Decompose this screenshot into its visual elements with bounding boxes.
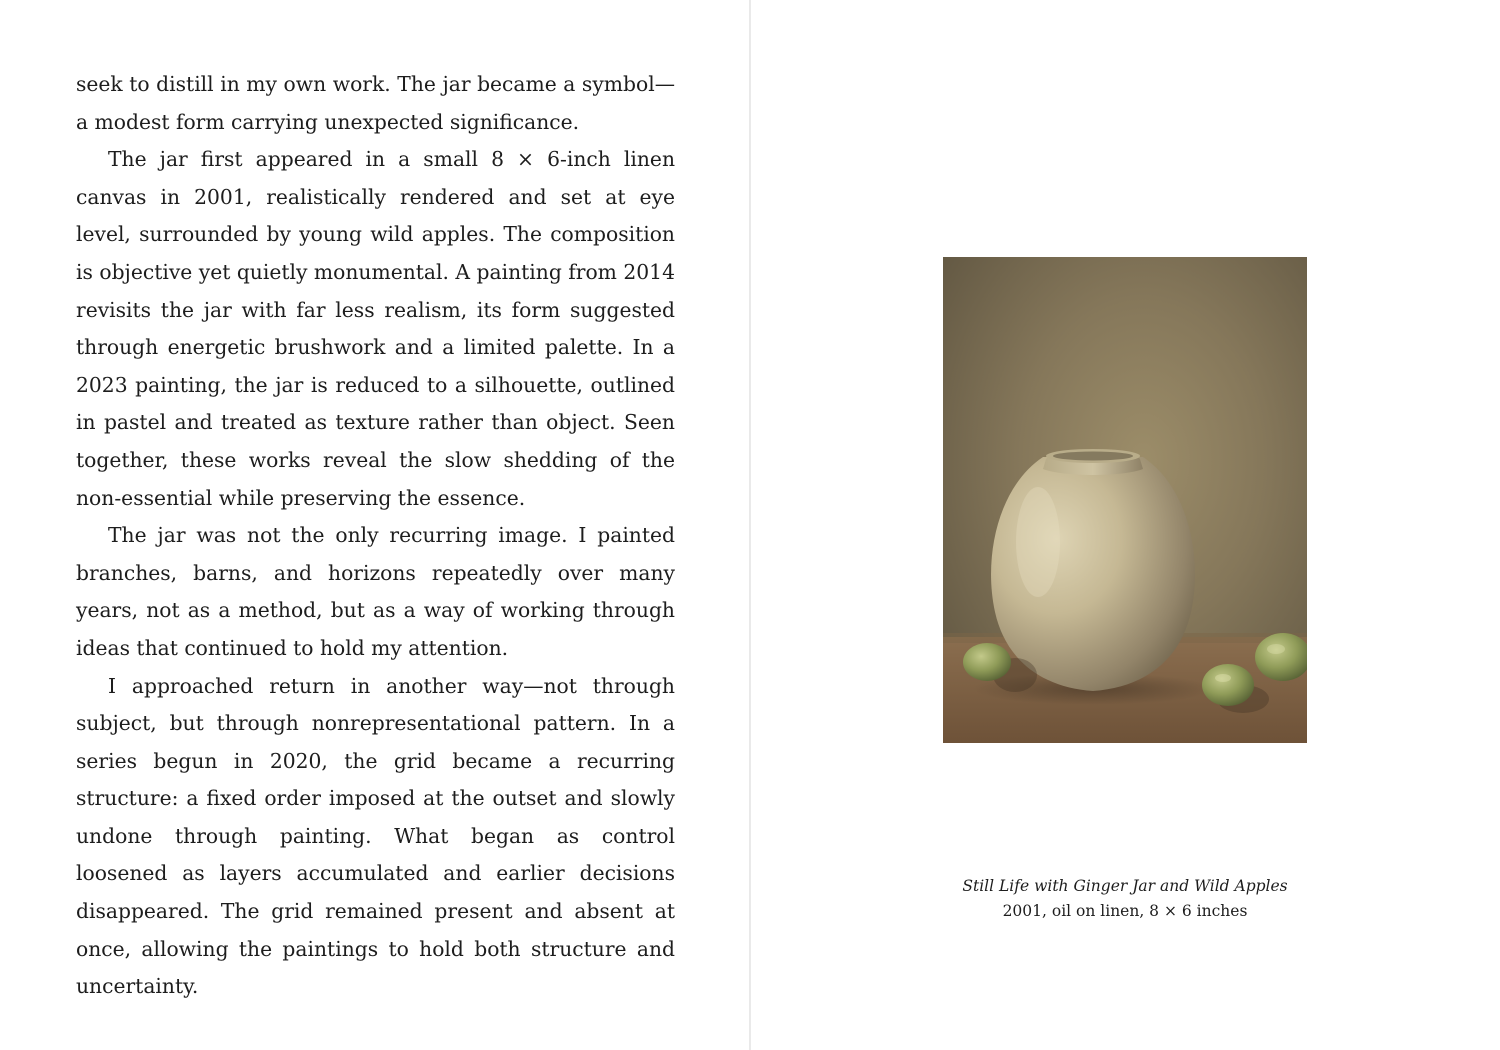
caption-details: 2001, oil on linen, 8 × 6 inches [1002,902,1248,920]
painting-svg [943,257,1307,743]
body-text [76,66,675,1006]
right-page [751,0,1500,1050]
paragraph-2: The jar first appeared in a small 8 × 6-inch linen canvas in 2001, realistically rendered and set at eye level, surrounded by young wild apples. The composition is objective yet quietly monumental. A painting from 2014 revisits the jar with far less realism, its form suggested through energetic brushwork and a limited palette. In a 2023 painting, the jar is reduced to a silhouette, outlined in pastel and treated as texture rather than object. Seen together, these works reveal the slow shedding of the non-essential while preserving the essence. [76,147,675,510]
paragraph-4: I approached return in another way—not through subject, but through nonrepresentational pattern. In a series begun in 2020, the grid became a recurring structure: a fixed order imposed at the outset and slowly undone through painting. What began as control loosened as layers accumulated and earlier decisions disappeared. The grid remained present and absent at once, allowing the paintings to hold both structure and uncertainty. [76,673,675,999]
figure-caption [875,874,1375,924]
painting-image [943,257,1307,743]
caption-title: Still Life with Ginger Jar and Wild Apples [962,877,1288,895]
paragraph-1: seek to distill in my own work. The jar became a symbol—a modest form carrying unexpected significance. [76,72,675,134]
paragraph-3: The jar was not the only recurring image. I painted branches, barns, and horizons repeatedly over many years, not as a method, but as a way of working through ideas that continued to hold my attention. [76,523,675,660]
left-page [0,0,749,1050]
